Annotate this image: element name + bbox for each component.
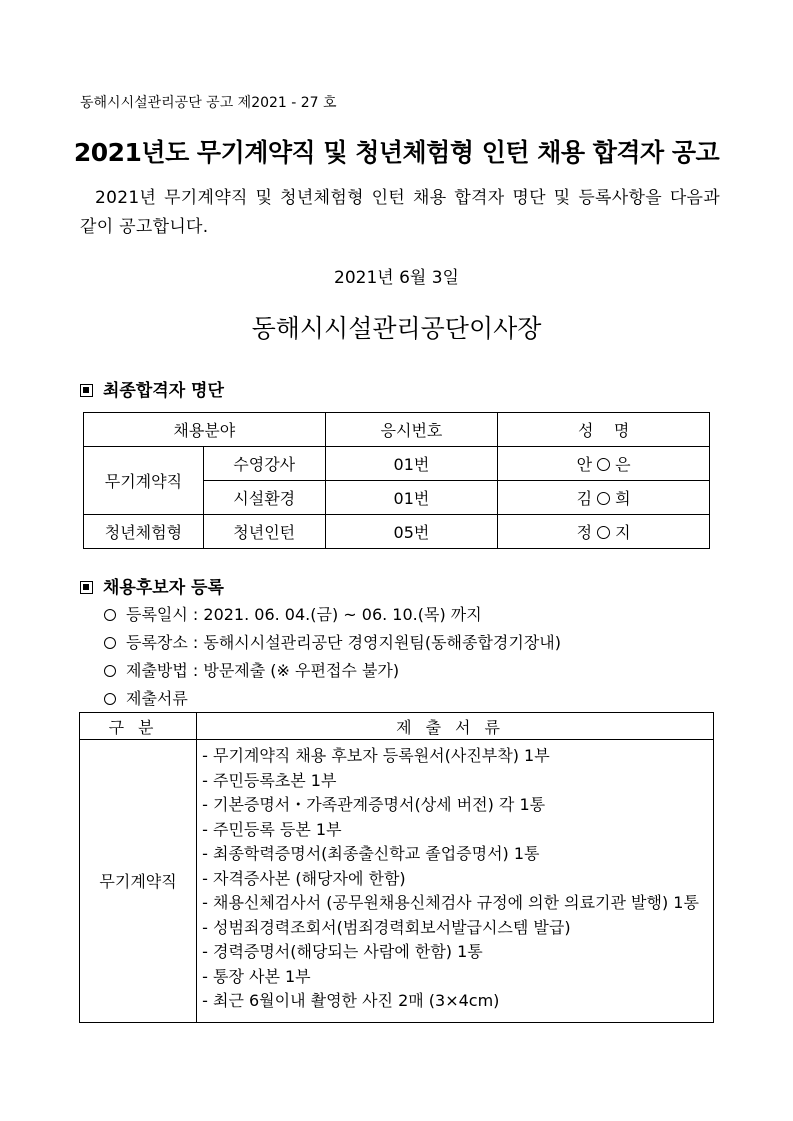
documents-table (79, 712, 714, 1023)
list-item (104, 657, 561, 685)
name-last: 희 (615, 489, 631, 508)
intro-paragraph (80, 184, 720, 242)
signer: 동해시시설관리공단이사장 (251, 314, 542, 343)
table-header-row (84, 413, 710, 447)
number-cell: 01번 (325, 481, 498, 515)
category-cell: 무기계약직 (80, 740, 197, 1023)
name-cell (498, 481, 710, 515)
document-item: - 기본증명서・가족관계증명서(상세 버전) 각 1통 (202, 795, 546, 814)
page-title: 2021년도 무기계약직 및 청년체험형 인턴 채용 합격자 공고 (73, 138, 720, 167)
list-item (104, 629, 561, 657)
group-cell: 무기계약직 (84, 447, 204, 515)
field-cell: 시설환경 (203, 481, 325, 515)
field-cell: 수영강사 (203, 447, 325, 481)
document-item: - 자격증사본 (해당자에 한함) (202, 868, 406, 888)
name-last: 은 (615, 455, 631, 474)
number-cell: 01번 (325, 447, 498, 481)
column-header: 제출서류 (197, 713, 714, 740)
document-item: - 통장 사본 1부 (202, 966, 311, 986)
column-header: 성 명 (498, 413, 710, 447)
document-item: - 성범죄경력조회서(범죄경력회보서발급시스템 발급) (202, 917, 571, 937)
name-first: 안 (576, 455, 593, 474)
document-item: - 주민등록초본 1부 (202, 770, 337, 790)
name-first: 정 (576, 523, 593, 542)
column-header: 응시번호 (325, 413, 498, 447)
name-last: 지 (615, 523, 631, 542)
document-item: - 무기계약직 채용 후보자 등록원서(사진부착) 1부 (202, 746, 550, 765)
masked-circle-icon (597, 492, 610, 505)
document-item: - 최근 6월이내 촬영한 사진 2매 (3×4cm) (202, 991, 500, 1010)
intro-text: 2021년 무기계약직 및 청년체험형 인턴 채용 합격자 명단 및 등록사항을 다음과 같이 공고합니다. (80, 188, 720, 237)
name-first: 김 (576, 489, 593, 508)
list-item-text: 제출방법 : 방문제출 (※ 우편접수 불가) (126, 661, 400, 680)
table-row (84, 447, 710, 481)
square-bullet-icon (80, 384, 93, 397)
document-item: - 주민등록 등본 1부 (202, 819, 342, 839)
final-list-table (83, 412, 710, 549)
list-item (104, 601, 561, 629)
table-row (84, 515, 710, 549)
list-item-text: 등록장소 : 동해시시설관리공단 경영지원팀(동해종합경기장내) (126, 633, 561, 652)
number-cell: 05번 (325, 515, 498, 549)
announcement-date: 2021년 6월 3일 (334, 268, 459, 288)
circle-bullet-icon (104, 693, 116, 705)
document-item: - 경력증명서(해당되는 사람에 한함) 1통 (202, 942, 483, 961)
list-item (104, 685, 561, 713)
name-cell (498, 515, 710, 549)
column-header: 채용분야 (84, 413, 326, 447)
section-final-list-heading (80, 376, 224, 401)
circle-bullet-icon (104, 637, 116, 649)
section-title: 채용후보자 등록 (103, 578, 224, 598)
notice-number: 동해시시설관리공단 공고 제2021 - 27 호 (80, 95, 337, 111)
list-item-text: 제출서류 (126, 689, 188, 708)
circle-bullet-icon (104, 609, 116, 621)
table-header-row (80, 713, 714, 740)
section-title: 최종합격자 명단 (103, 381, 224, 401)
masked-circle-icon (597, 526, 610, 539)
group-cell: 청년체험형 (84, 515, 204, 549)
list-item-text: 등록일시 : 2021. 06. 04.(금) ~ 06. 10.(목) 까지 (126, 605, 482, 624)
column-header: 구분 (80, 713, 197, 740)
square-bullet-icon (80, 581, 93, 594)
field-cell: 청년인턴 (203, 515, 325, 549)
registration-list (104, 601, 561, 713)
section-registration-heading (80, 573, 224, 598)
name-cell (498, 447, 710, 481)
masked-circle-icon (597, 458, 610, 471)
document-item: - 최종학력증명서(최종출신학교 졸업증명서) 1통 (202, 844, 540, 863)
document-item: - 채용신체검사서 (공무원채용신체검사 규정에 의한 의료기관 발행) 1통 (202, 893, 699, 912)
table-row (80, 740, 714, 1023)
documents-cell (197, 740, 714, 1023)
circle-bullet-icon (104, 665, 116, 677)
